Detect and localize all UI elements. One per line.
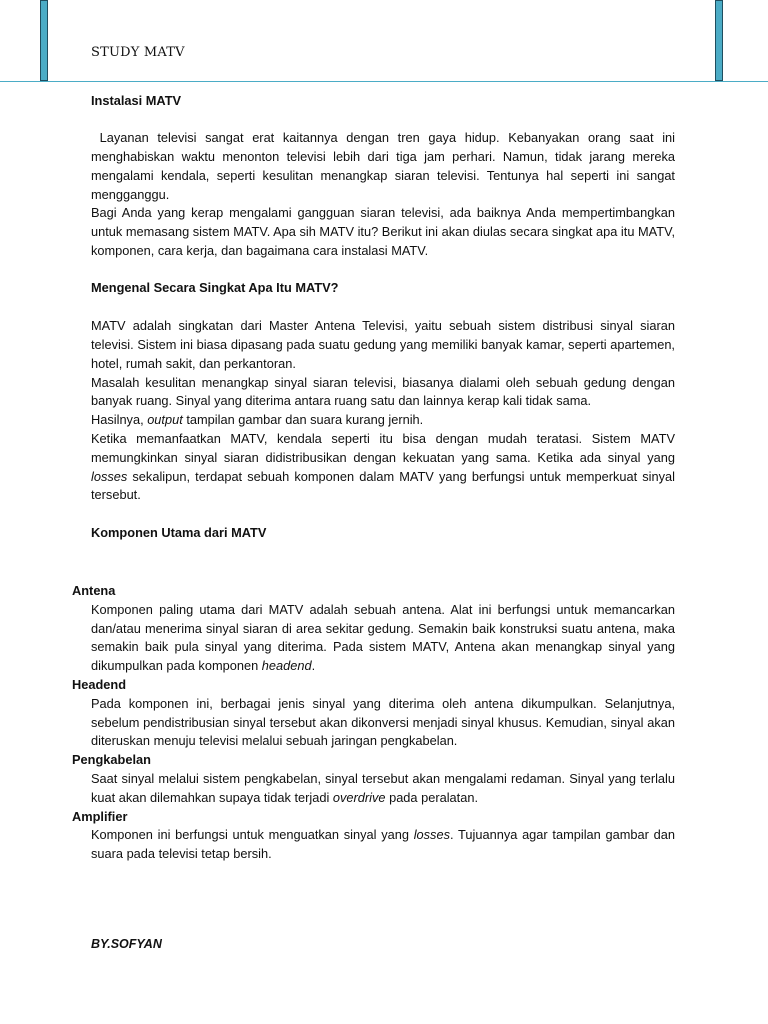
solution-text: Ketika memanfaatkan MATV, kendala seperti itu bisa dengan mudah teratasi. Sistem MATV memungkinkan sinyal siaran didistribusikan dengan kekuatan yang sama. Ketika ada sinyal [91, 430, 675, 465]
header-left-bar [40, 0, 48, 81]
footer-author: BY.SOFYAN [91, 937, 162, 951]
component-list [72, 582, 675, 864]
section-heading-mengenal: Mengenal Secara Singkat Apa Itu MATV? [91, 280, 339, 296]
component-item-headend [72, 676, 675, 751]
losses-text-after: sekalipun, terdapat sebuah komponen dalam MATV yang berfungsi untuk memperkuat sinyal tersebut. [91, 468, 675, 503]
losses-emphasis: losses [91, 468, 128, 484]
paragraph-matv-problem: Masalah kesulitan menangkap sinyal siaran televisi, biasanya dialami oleh sebuah gedung dengan banyak ruang. Sinyal yang diterima antara ruang satu dan lainnya kerap kali tidak sama. [91, 374, 675, 409]
paragraph-matv-result [91, 411, 675, 430]
result-emphasis: output [147, 412, 183, 428]
paragraph-matv-definition: MATV adalah singkatan dari Master Antena Televisi, yaitu sebuah sistem distribusi sinyal siaran televisi. Sistem ini biasa dipasang pada suatu gedung yang memiliki banyak kamar, seperti apartemen, hotel, rumah sakit, dan perkantoran. [91, 318, 675, 371]
component-title: Headend [72, 676, 127, 692]
header-divider [0, 81, 768, 82]
section-heading-komponen: Komponen Utama dari MATV [91, 524, 267, 540]
component-title: Antena [72, 583, 116, 598]
losses-text-before: yang [647, 449, 675, 465]
component-description: Pada komponen ini, berbagai jenis sinyal yang diterima oleh antena dikumpulkan. Selanjutnya, sebelum pendistribusian sinyal tersebut akan dikonversi menjadi sinyal khusus. Kemudian, sinyal akan diteruskan menuju televisi melalui sebuah jaringan pengkabelan. [91, 695, 675, 749]
component-title: Amplifier [72, 808, 128, 824]
component-item-antena [72, 582, 675, 676]
component-item-amplifier [72, 808, 675, 864]
paragraph-matv-solution [91, 430, 675, 505]
component-description: Komponen ini berfungsi untuk menguatkan sinyal yang losses. Tujuannya agar tampilan gambar dan suara pada televisi tetap bersih. [91, 827, 675, 862]
main-content [91, 92, 679, 542]
paragraph-intro-2: Bagi Anda yang kerap mengalami gangguan siaran televisi, ada baiknya Anda mempertimbangkan untuk memasang sistem MATV. Apa sih MATV itu? Berikut ini akan diulas secara singkat apa itu MATV, komponen, cara kerja, dan bagaimana cara instalasi MATV. [91, 205, 675, 259]
header-title: STUDY MATV [91, 45, 185, 60]
section-heading-instalasi: Instalasi MATV [91, 93, 182, 108]
result-text-before: Hasilnya, [91, 412, 148, 428]
component-description: Saat sinyal melalui sistem pengkabelan, sinyal tersebut akan mengalami redaman. Sinyal yang terlalu kuat akan dilemahkan supaya tidak terjadi overdrive pada peralatan. [91, 770, 675, 805]
paragraph-intro-1: Layanan televisi sangat erat kaitannya dengan tren gaya hidup. Kebanyakan orang saat ini menghabiskan waktu menonton televisi lebih dari tiga jam perhari. Namun, tidak jarang mereka mengalami kendala, seperti kesulitan menangkap siaran televisi. Tentunya hal seperti ini sangat mengganggu. [91, 130, 679, 202]
result-text-after: tampilan gambar dan suara kurang jernih. [182, 412, 424, 428]
component-title: Pengkabelan [72, 752, 151, 768]
component-description: Komponen paling utama dari MATV adalah sebuah antena. Alat ini berfungsi untuk memancarkan dan/atau menerima sinyal siaran di area sekitar gedung. Semakin baik konstruksi suatu antena, maka semakin baik pula sinyal yang diterima. Pada sistem MATV, Antena akan menangkap sinyal yang dikumpulkan pada komponen headend. [91, 601, 675, 674]
header-right-bar [715, 0, 723, 81]
component-item-pengkabelan [72, 751, 675, 807]
